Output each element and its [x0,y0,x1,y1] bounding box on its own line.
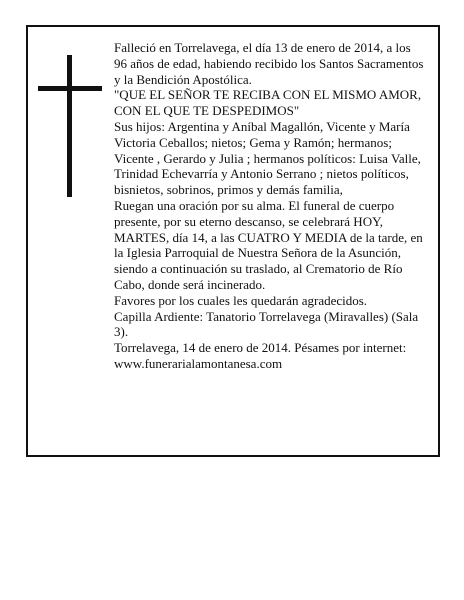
chapel-info: Capilla Ardiente: Tanatorio Torrelavega (Miravalles) (Sala 3). [114,308,419,340]
cross-vertical-bar [67,55,72,197]
cross-icon [38,55,102,197]
death-announcement: Falleció en Torrelavega, el día 13 de enero de 2014, a los 96 años de edad, habiendo recibido los Santos Sacramentos y la Bendición Apostólica. [114,40,424,87]
cross-horizontal-bar [38,86,102,91]
gratitude-line: Favores por los cuales les quedarán agradecidos. [114,292,368,308]
date-and-condolences: Torrelavega, 14 de enero de 2014. Pésames por internet: www.funerarialamontanesa.com [114,340,407,371]
obituary-text [114,40,424,372]
memorial-quote: "QUE EL SEÑOR TE RECIBA CON EL MISMO AMOR, CON EL QUE TE DESPEDIMOS" [114,87,422,119]
obituary-notice [26,25,440,457]
family-list: Sus hijos: Argentina y Aníbal Magallón, Vicente y María Victoria Ceballos; nietos; Gema y Ramón; hermanos; Vicente , Gerardo y Julia ; hermanos políticos: Luisa Valle, Trinidad Echevarría y Antonio Serrano ; nietos políticos, bisnietos, sobrinos, primos y demás familia, [114,118,421,198]
funeral-details: Ruegan una oración por su alma. El funeral de cuerpo presente, por su eterno descanso, se celebrará HOY, MARTES, día 14, a las CUATRO Y MEDIA de la tarde, en la Iglesia Parroquial de Nuestra Señora de la Asunción, siendo a continuación su traslado, al Crematorio de Río Cabo, donde será incinerado. [114,197,423,292]
